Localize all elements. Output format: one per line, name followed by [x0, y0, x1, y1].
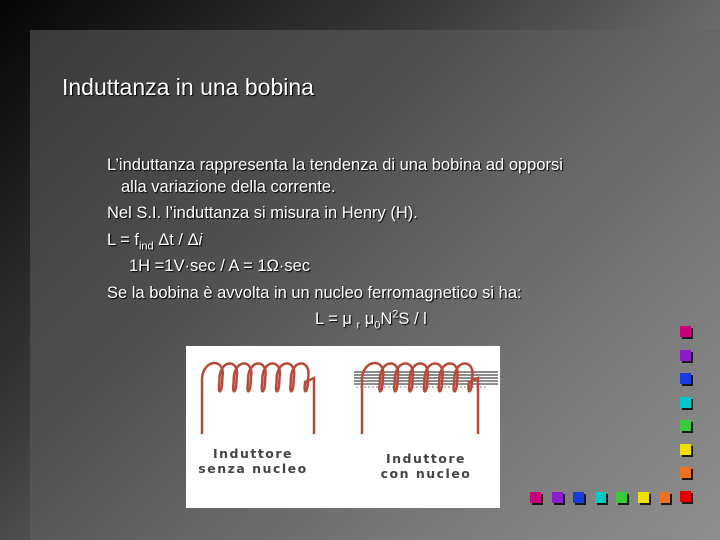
inductor-figure: [186, 346, 500, 508]
decor-square: [573, 492, 584, 503]
label-without-core: [198, 446, 308, 476]
formula-core: [107, 306, 563, 333]
decor-square: [680, 420, 691, 431]
body-line-3: Nel S.I. l’induttanza si misura in Henry (H).: [107, 204, 418, 222]
coil-without-core: [202, 363, 314, 434]
coil-winding: [202, 363, 314, 434]
coil-drawing: [186, 346, 500, 508]
formula-subscript: ind: [138, 239, 154, 252]
formula-part: N: [380, 310, 393, 328]
formula-subscript-0: 0: [374, 319, 381, 332]
label-line: senza nucleo: [198, 461, 308, 476]
formula-part: μ: [360, 310, 375, 328]
label-line: con nucleo: [380, 466, 472, 481]
decor-square: [680, 467, 691, 478]
label-line: Induttore: [212, 446, 294, 461]
decor-square: [595, 492, 606, 503]
body-line-1: L’induttanza rappresenta la tendenza di una bobina ad opporsi: [107, 156, 563, 174]
formula-part: Δt / Δ: [153, 230, 199, 249]
decor-square: [659, 492, 670, 503]
coil-with-core: [362, 363, 478, 434]
decor-square: [680, 444, 691, 455]
formula-part: L = f: [107, 230, 139, 249]
formula-italic-i: i: [198, 230, 203, 249]
body-line-2: alla variazione della corrente.: [121, 177, 336, 196]
decor-square: [680, 326, 691, 337]
body-line-6: Se la bobina è avvolta in un nucleo ferromagnetico si ha:: [107, 283, 522, 302]
label-with-core: [371, 451, 481, 481]
decor-square: [680, 397, 691, 408]
decor-square: [680, 373, 691, 384]
formula-part: L = μ: [315, 310, 357, 328]
henry-definition: 1H =1V·sec / A = 1Ω·sec: [129, 257, 311, 275]
formula-part: S / l: [398, 310, 427, 328]
decor-square: [680, 350, 691, 361]
label-line: Induttore: [385, 451, 467, 466]
decor-square: [552, 492, 563, 503]
decor-square: [680, 491, 691, 502]
slide-body: [107, 152, 563, 333]
formula-inductance: [107, 227, 563, 254]
coil-winding: [362, 363, 478, 434]
decor-square: [616, 492, 627, 503]
formula-superscript-2: 2: [392, 308, 399, 321]
slide-title: Induttanza in una bobina: [62, 74, 314, 100]
decor-square: [638, 492, 649, 503]
decor-square: [530, 492, 541, 503]
formula-subscript-r: r: [356, 319, 361, 332]
